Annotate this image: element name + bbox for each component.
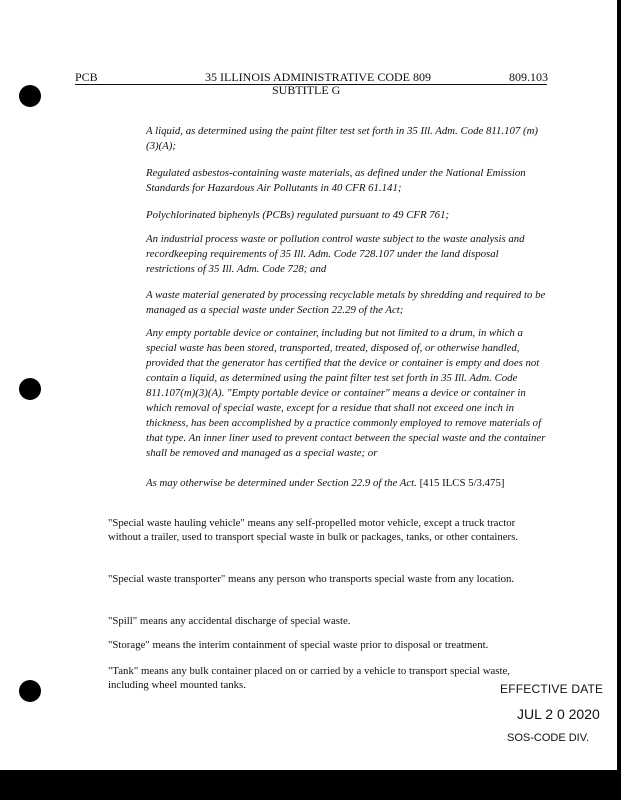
list-item: Regulated asbestos-containing waste materials, as defined under the National Emission Standards for Hazardous Air Pollutants in 40 CFR 61.141;: [146, 167, 526, 194]
punch-hole-icon: [19, 680, 41, 702]
header-subtitle: SUBTITLE G: [272, 83, 341, 97]
header-agency: PCB: [75, 70, 98, 84]
definition-paragraph: "Special waste hauling vehicle" means any self-propelled motor vehicle, except a truck tractor without a trailer, used to transport special waste in bulk or packages, tanks, or other containers.: [108, 517, 519, 543]
effective-date-stamp-date: JUL 2 0 2020: [517, 706, 600, 722]
scan-edge: [617, 0, 621, 770]
definition-paragraph: "Spill" means any accidental discharge of special waste.: [108, 615, 351, 627]
punch-hole-icon: [19, 85, 41, 107]
statutory-citation: [415 ILCS 5/3.475]: [419, 477, 505, 489]
definition-paragraph: "Special waste transporter" means any person who transports special waste from any location.: [108, 573, 515, 585]
list-item: A liquid, as determined using the paint filter test set forth in 35 Ill. Adm. Code 811.107 (m)(3)(A);: [146, 125, 538, 152]
header-section-number: 809.103: [509, 70, 548, 84]
punch-hole-icon: [19, 378, 41, 400]
header-code-title: 35 ILLINOIS ADMINISTRATIVE CODE 809: [205, 70, 431, 84]
list-item-last: [146, 476, 546, 491]
list-item-text: As may otherwise be determined under Section 22.9 of the Act.: [146, 477, 417, 489]
effective-date-stamp-label: EFFECTIVE DATE: [500, 682, 604, 696]
list-item: Any empty portable device or container, including but not limited to a drum, in which a special waste has been stored, transported, treated, disposed of, or otherwise handled, provided that the generator has certified that the device or container is empty and does not contain a liquid, as determined using the paint filter test set forth in 35 Ill. Adm. Code 811.107(m)(3)(A). "Empty portable device or container" means a device or container in which removal of special waste, except for a residue that shall not exceed one inch in thickness, has been accomplished by a practice commonly employed to remove materials of that type. An inner liner used to prevent contact between the special waste and the container shall be removed and managed as a special waste; or: [146, 327, 546, 459]
list-item: A waste material generated by processing recyclable metals by shredding and required to be managed as a special waste under Section 22.29 of the Act;: [146, 289, 546, 316]
definition-paragraph: "Storage" means the interim containment of special waste prior to disposal or treatment.: [108, 639, 489, 651]
list-item: An industrial process waste or pollution control waste subject to the waste analysis and recordkeeping requirements of 35 Ill. Adm. Code 728.107 under the land disposal restrictions of 35 Ill. Adm. Code 728; and: [146, 233, 525, 275]
definition-paragraph: "Tank" means any bulk container placed on or carried by a vehicle to transport special waste, including wheel mounted tanks.: [108, 665, 510, 691]
effective-date-stamp-office: SOS-CODE DIV.: [507, 732, 590, 744]
scan-bottom-band: [0, 770, 621, 800]
list-item: Polychlorinated biphenyls (PCBs) regulated pursuant to 49 CFR 761;: [146, 209, 450, 221]
